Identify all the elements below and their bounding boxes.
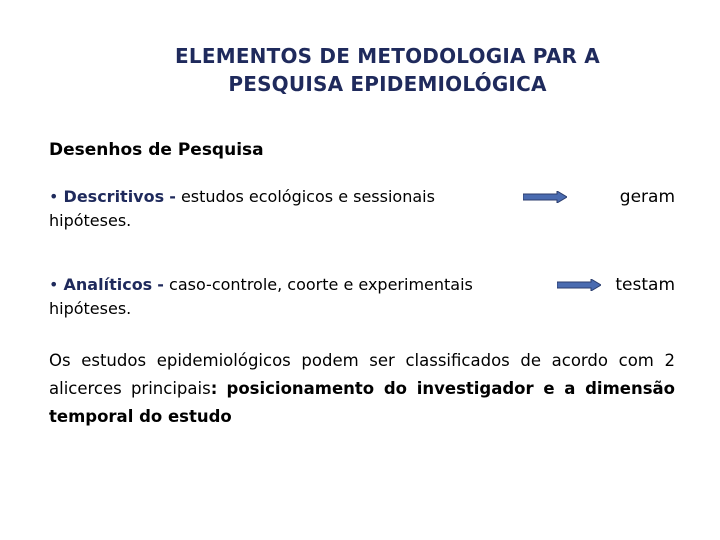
list-item-descritivos — [49, 185, 675, 233]
term-label: Descritivos — [63, 187, 165, 206]
slide-title-line-1: ELEMENTOS DE METODOLOGIA PAR A — [175, 44, 600, 68]
bullet: • — [49, 275, 59, 294]
item-continuation: hipóteses. — [49, 211, 132, 230]
term-label: Analíticos — [63, 275, 153, 294]
term-description: estudos ecológicos e sessionais — [180, 187, 435, 206]
list-item-analiticos — [49, 273, 675, 321]
dash: - — [157, 275, 164, 294]
slide-title-line-2: PESQUISA EPIDEMIOLÓGICA — [228, 72, 547, 96]
right-arrow-icon — [557, 279, 601, 291]
dash: - — [169, 187, 176, 206]
slide-title — [0, 42, 720, 98]
summary-paragraph — [49, 347, 675, 431]
verb-label: geram — [619, 187, 675, 207]
bullet: • — [49, 187, 59, 206]
term-description: caso-controle, coorte e experimentais — [169, 275, 473, 294]
verb-label: testam — [615, 275, 675, 295]
paragraph-colon: : — [210, 379, 218, 398]
paragraph-regular-text: Os estudos epidemiológicos podem ser classificados de acordo com 2 alicerces principais — [49, 351, 675, 398]
section-heading: Desenhos de Pesquisa — [49, 140, 264, 160]
paragraph-bold-text: posicionamento do investigador e a dimensão temporal do estudo — [49, 379, 676, 426]
right-arrow-icon — [523, 191, 567, 203]
item-continuation: hipóteses. — [49, 299, 132, 318]
